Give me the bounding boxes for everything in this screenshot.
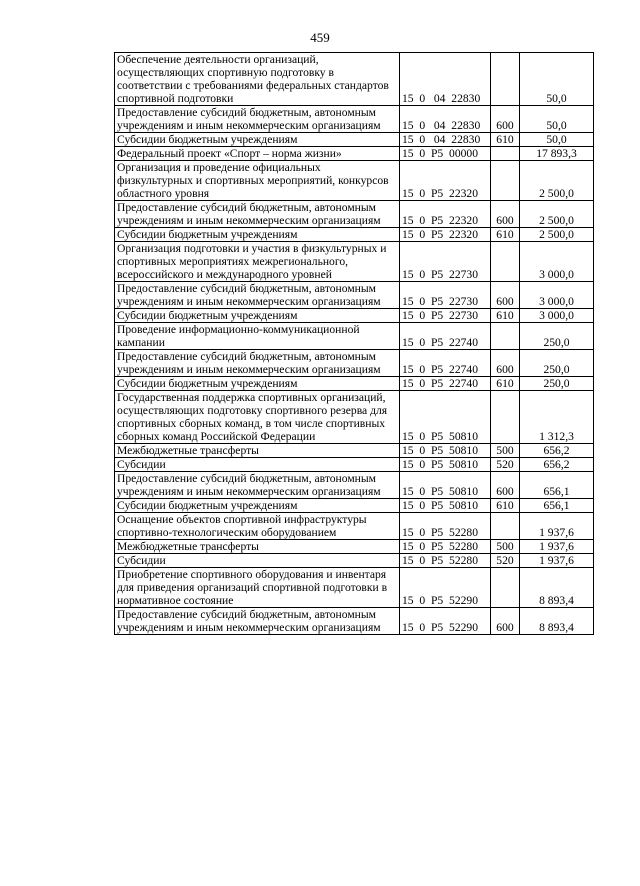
target-article-code-cell: 15 0 P5 22740	[400, 350, 491, 377]
expense-type-cell: 610	[491, 309, 520, 323]
expense-type-cell: 610	[491, 228, 520, 242]
expense-type-cell	[491, 147, 520, 161]
expense-type-cell: 610	[491, 499, 520, 513]
table-row	[115, 554, 594, 568]
table-row	[115, 323, 594, 350]
amount-cell: 656,2	[520, 458, 594, 472]
expense-type-cell	[491, 161, 520, 201]
target-article-code-cell: 15 0 P5 22730	[400, 282, 491, 309]
table-row	[115, 147, 594, 161]
target-article-code-cell: 15 0 P5 50810	[400, 472, 491, 499]
expense-name-cell: Субсидии бюджетным учреждениям	[115, 377, 400, 391]
target-article-code-cell: 15 0 P5 22740	[400, 323, 491, 350]
budget-table	[114, 52, 594, 635]
expense-name-cell: Государственная поддержка спортивных организаций, осуществляющих подготовку спортивного резерва для спортивных сборных команд, в том числе спортивных сборных команд Российской Федерации	[115, 391, 400, 444]
target-article-code-cell: 15 0 P5 22730	[400, 309, 491, 323]
table-row	[115, 161, 594, 201]
expense-name-cell: Предоставление субсидий бюджетным, автономным учреждениям и иным некоммерческим организациям	[115, 608, 400, 635]
target-article-code-cell: 15 0 04 22830	[400, 53, 491, 106]
expense-name-cell: Предоставление субсидий бюджетным, автономным учреждениям и иным некоммерческим организациям	[115, 106, 400, 133]
expense-name-cell: Субсидии бюджетным учреждениям	[115, 228, 400, 242]
page-number: 459	[310, 30, 330, 45]
amount-cell: 656,2	[520, 444, 594, 458]
amount-cell: 8 893,4	[520, 608, 594, 635]
amount-cell: 3 000,0	[520, 282, 594, 309]
expense-type-cell: 500	[491, 540, 520, 554]
amount-cell: 17 893,3	[520, 147, 594, 161]
expense-type-cell: 500	[491, 444, 520, 458]
expense-type-cell	[491, 53, 520, 106]
table-row	[115, 377, 594, 391]
expense-name-cell: Организация подготовки и участия в физкультурных и спортивных мероприятиях межрегионального, всероссийского и международного уровней	[115, 242, 400, 282]
expense-name-cell: Субсидии бюджетным учреждениям	[115, 499, 400, 513]
amount-cell: 1 312,3	[520, 391, 594, 444]
expense-type-cell	[491, 242, 520, 282]
table-row	[115, 106, 594, 133]
target-article-code-cell: 15 0 04 22830	[400, 106, 491, 133]
expense-name-cell: Межбюджетные трансферты	[115, 444, 400, 458]
target-article-code-cell: 15 0 P5 22320	[400, 228, 491, 242]
amount-cell: 2 500,0	[520, 201, 594, 228]
target-article-code-cell: 15 0 P5 22730	[400, 242, 491, 282]
table-row	[115, 458, 594, 472]
amount-cell: 1 937,6	[520, 554, 594, 568]
budget-table-body	[115, 53, 594, 635]
amount-cell: 50,0	[520, 53, 594, 106]
target-article-code-cell: 15 0 P5 50810	[400, 444, 491, 458]
table-row	[115, 53, 594, 106]
amount-cell: 3 000,0	[520, 242, 594, 282]
amount-cell: 1 937,6	[520, 513, 594, 540]
amount-cell: 2 500,0	[520, 161, 594, 201]
expense-name-cell: Субсидии бюджетным учреждениям	[115, 309, 400, 323]
expense-type-cell: 610	[491, 377, 520, 391]
expense-name-cell: Обеспечение деятельности организаций, осуществляющих спортивную подготовку в соответствии с требованиями федеральных стандартов спортивной подготовки	[115, 53, 400, 106]
table-row	[115, 282, 594, 309]
table-row	[115, 540, 594, 554]
table-row	[115, 309, 594, 323]
target-article-code-cell: 15 0 P5 52280	[400, 513, 491, 540]
expense-name-cell: Субсидии бюджетным учреждениям	[115, 133, 400, 147]
table-row	[115, 444, 594, 458]
amount-cell: 656,1	[520, 472, 594, 499]
amount-cell: 250,0	[520, 377, 594, 391]
table-row	[115, 228, 594, 242]
expense-name-cell: Предоставление субсидий бюджетным, автономным учреждениям и иным некоммерческим организациям	[115, 350, 400, 377]
expense-name-cell: Приобретение спортивного оборудования и инвентаря для приведения организаций спортивной подготовки в нормативное состояние	[115, 568, 400, 608]
target-article-code-cell: 15 0 P5 50810	[400, 499, 491, 513]
table-row	[115, 201, 594, 228]
amount-cell: 3 000,0	[520, 309, 594, 323]
table-row	[115, 133, 594, 147]
expense-type-cell: 600	[491, 282, 520, 309]
table-row	[115, 608, 594, 635]
table-row	[115, 499, 594, 513]
target-article-code-cell: 15 0 P5 52280	[400, 554, 491, 568]
amount-cell: 250,0	[520, 323, 594, 350]
expense-type-cell	[491, 323, 520, 350]
expense-type-cell: 520	[491, 554, 520, 568]
table-row	[115, 242, 594, 282]
amount-cell: 1 937,6	[520, 540, 594, 554]
table-row	[115, 350, 594, 377]
expense-name-cell: Межбюджетные трансферты	[115, 540, 400, 554]
expense-type-cell	[491, 568, 520, 608]
expense-name-cell: Предоставление субсидий бюджетным, автономным учреждениям и иным некоммерческим организациям	[115, 472, 400, 499]
expense-type-cell: 520	[491, 458, 520, 472]
target-article-code-cell: 15 0 P5 50810	[400, 458, 491, 472]
amount-cell: 2 500,0	[520, 228, 594, 242]
table-row	[115, 568, 594, 608]
expense-name-cell: Проведение информационно-коммуникационной кампании	[115, 323, 400, 350]
expense-type-cell: 600	[491, 350, 520, 377]
amount-cell: 8 893,4	[520, 568, 594, 608]
expense-name-cell: Субсидии	[115, 458, 400, 472]
amount-cell: 656,1	[520, 499, 594, 513]
expense-name-cell: Субсидии	[115, 554, 400, 568]
target-article-code-cell: 15 0 P5 00000	[400, 147, 491, 161]
target-article-code-cell: 15 0 P5 52290	[400, 568, 491, 608]
expense-type-cell	[491, 513, 520, 540]
expense-type-cell: 600	[491, 608, 520, 635]
table-row	[115, 472, 594, 499]
target-article-code-cell: 15 0 P5 52290	[400, 608, 491, 635]
target-article-code-cell: 15 0 P5 22320	[400, 161, 491, 201]
target-article-code-cell: 15 0 04 22830	[400, 133, 491, 147]
expense-name-cell: Предоставление субсидий бюджетным, автономным учреждениям и иным некоммерческим организациям	[115, 282, 400, 309]
target-article-code-cell: 15 0 P5 22320	[400, 201, 491, 228]
expense-name-cell: Предоставление субсидий бюджетным, автономным учреждениям и иным некоммерческим организациям	[115, 201, 400, 228]
amount-cell: 250,0	[520, 350, 594, 377]
amount-cell: 50,0	[520, 133, 594, 147]
expense-type-cell	[491, 391, 520, 444]
expense-name-cell: Организация и проведение официальных физкультурных и спортивных мероприятий, конкурсов областного уровня	[115, 161, 400, 201]
target-article-code-cell: 15 0 P5 52280	[400, 540, 491, 554]
expense-type-cell: 610	[491, 133, 520, 147]
expense-type-cell: 600	[491, 201, 520, 228]
target-article-code-cell: 15 0 P5 22740	[400, 377, 491, 391]
table-row	[115, 513, 594, 540]
expense-type-cell: 600	[491, 472, 520, 499]
amount-cell: 50,0	[520, 106, 594, 133]
table-row	[115, 391, 594, 444]
target-article-code-cell: 15 0 P5 50810	[400, 391, 491, 444]
expense-name-cell: Федеральный проект «Спорт – норма жизни»	[115, 147, 400, 161]
expense-name-cell: Оснащение объектов спортивной инфраструктуры спортивно-технологическим оборудованием	[115, 513, 400, 540]
expense-type-cell: 600	[491, 106, 520, 133]
